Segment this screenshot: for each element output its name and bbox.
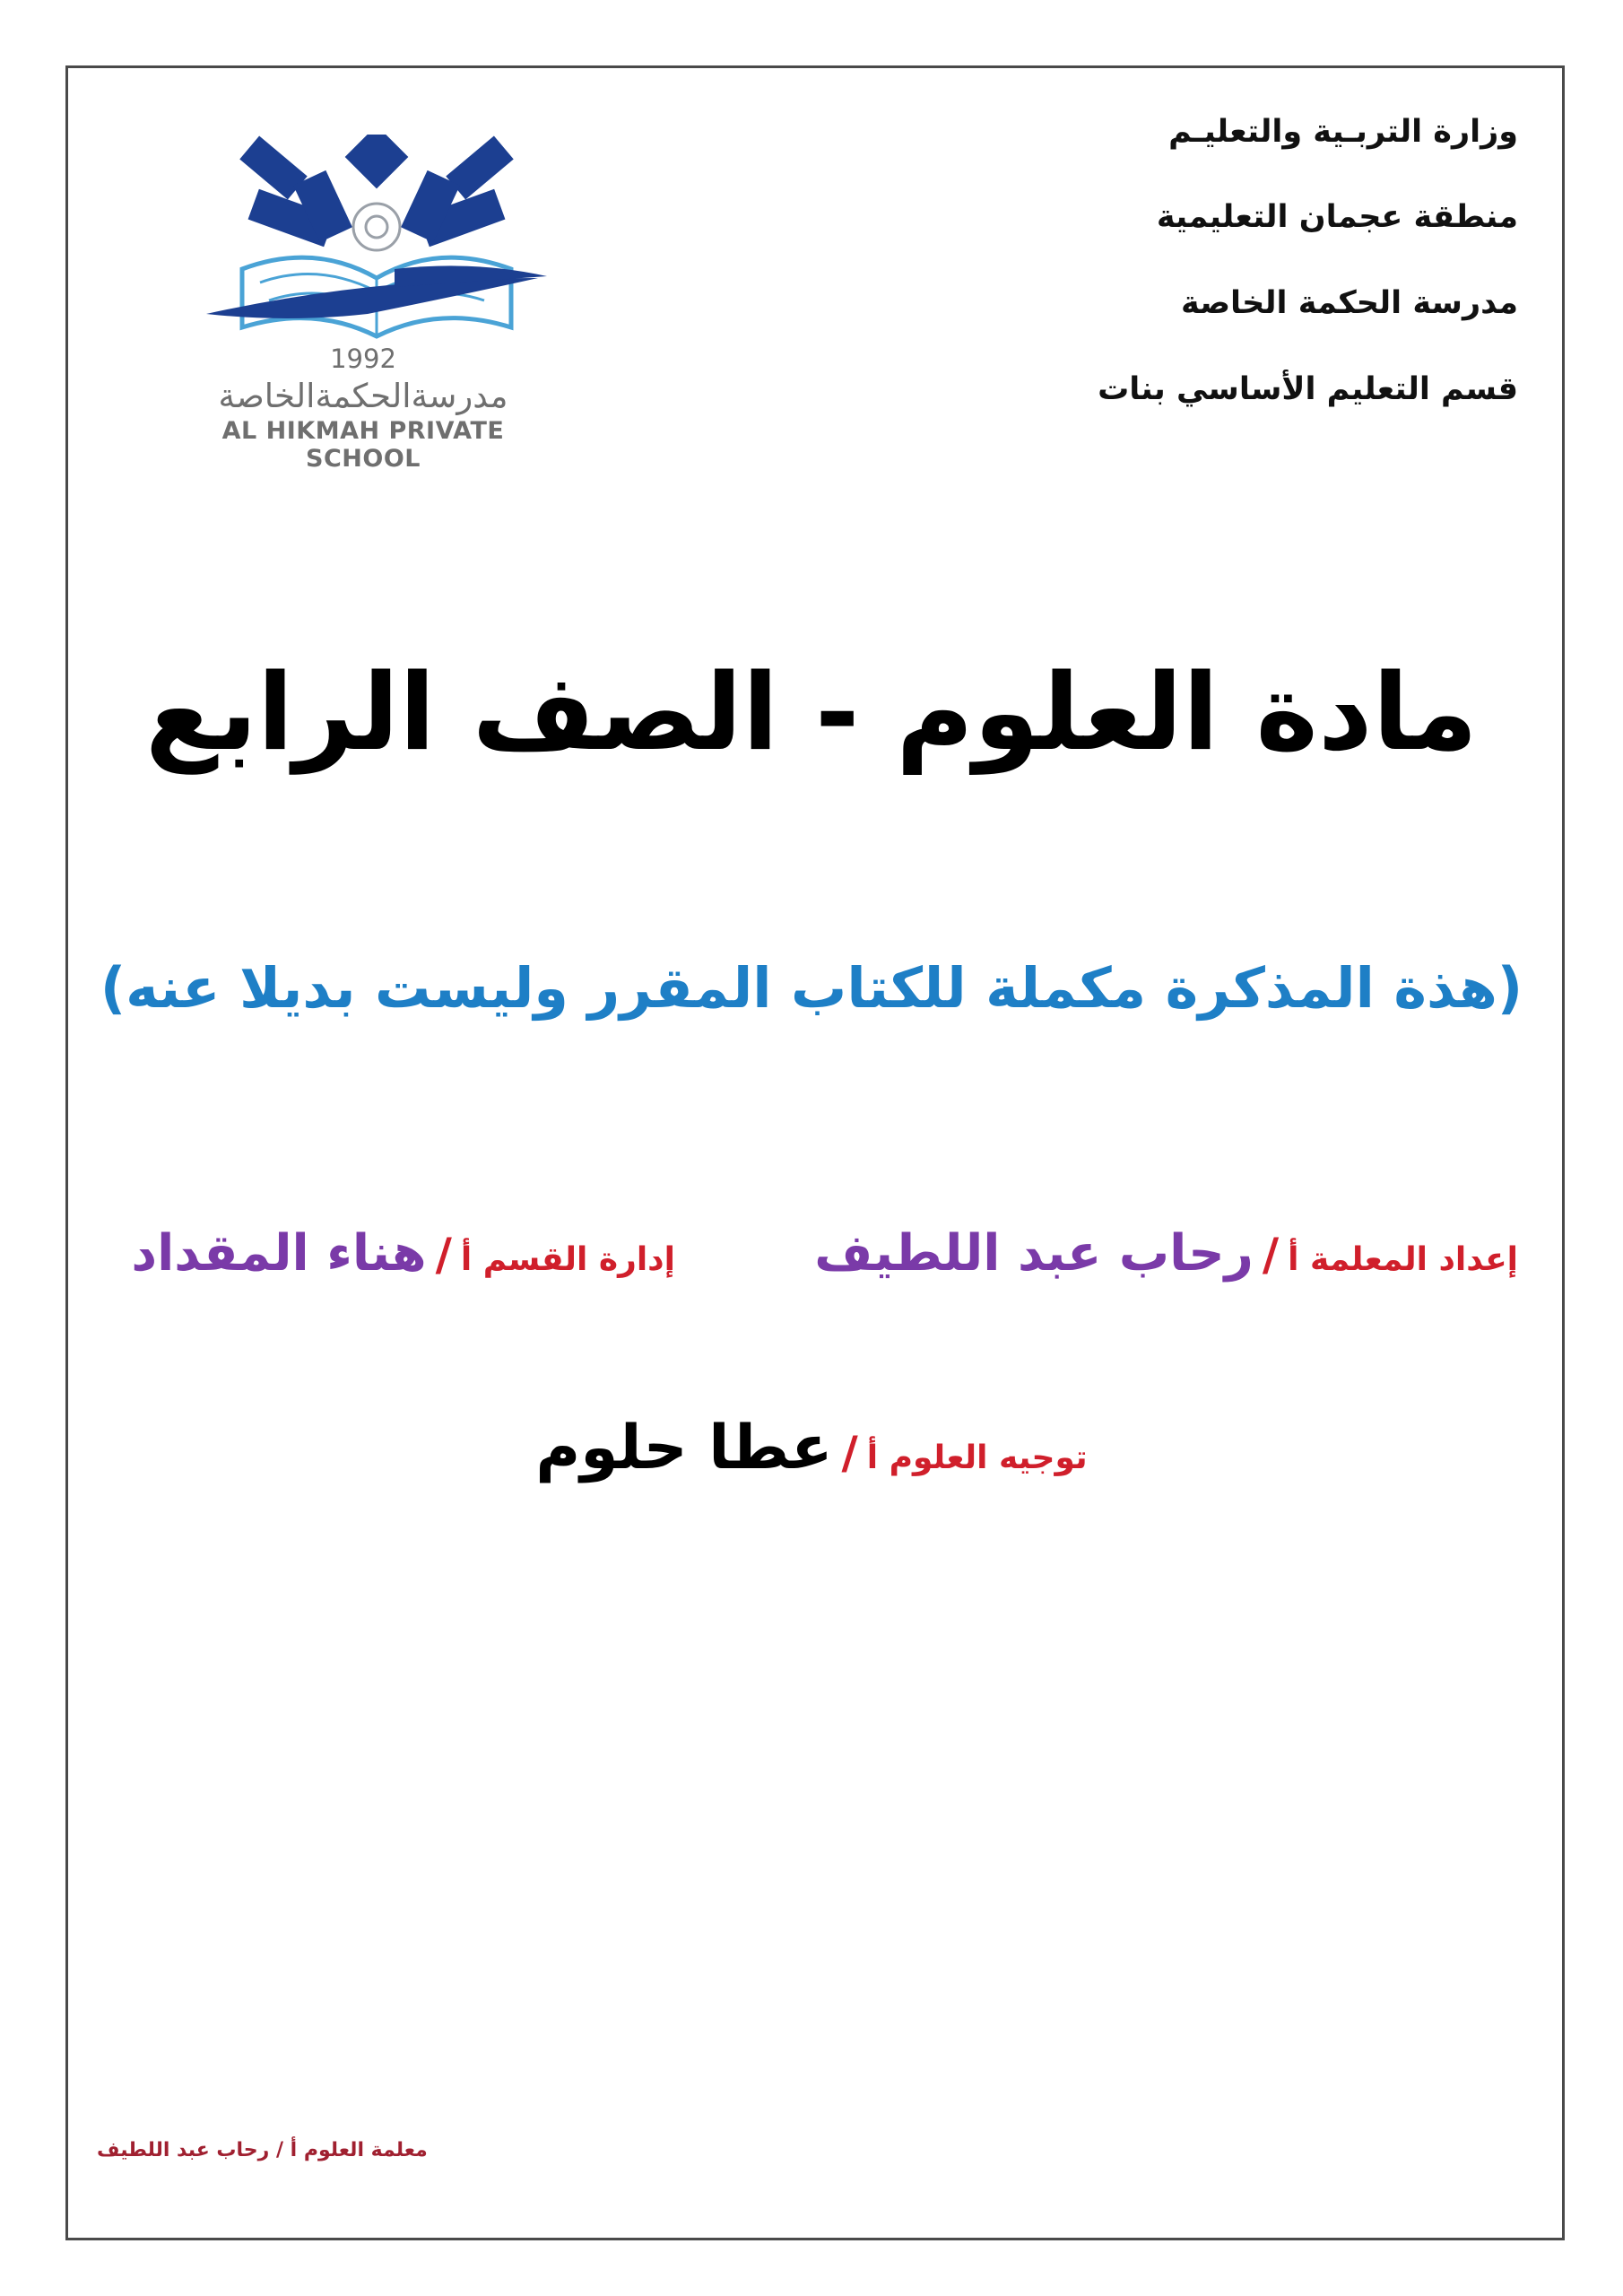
prepared-label: إعداد المعلمة أ	[1288, 1241, 1518, 1278]
footer-teacher: معلمة العلوم أ / رحاب عبد اللطيف	[97, 2139, 428, 2161]
guidance-name: عطا حلوم	[535, 1413, 833, 1483]
header-ministry: وزارة التربـية والتعليـم	[1168, 114, 1518, 150]
admin-name: هناء المقداد	[131, 1224, 427, 1283]
credits-row	[101, 1224, 1518, 1305]
admin-separator: /	[435, 1229, 452, 1281]
logo-year: 1992	[330, 344, 396, 374]
header-school: مدرسة الحكمة الخاصة	[1180, 285, 1518, 321]
science-guidance	[0, 1413, 1623, 1483]
guidance-label: توجيه العلوم أ	[866, 1439, 1088, 1476]
prepared-by	[814, 1224, 1518, 1283]
header-department: قسم التعليم الأساسي بنات	[1098, 371, 1518, 407]
department-admin	[131, 1224, 675, 1283]
prepared-separator: /	[1262, 1229, 1280, 1281]
page-subtitle: (هذة المذكرة مكملة للكتاب المقرر وليست بديلا عنه)	[100, 955, 1523, 1021]
logo-english-name: AL HIKMAH PRIVATE SCHOOL	[221, 417, 505, 473]
admin-label: إدارة القسم أ	[460, 1241, 675, 1278]
logo-arabic-name: مدرسةالحكمةالخاصة	[218, 377, 508, 415]
guidance-separator: /	[841, 1427, 858, 1479]
prepared-name: رحاب عبد اللطيف	[814, 1224, 1254, 1283]
page-title: مادة العلوم - الصف الرابع	[145, 650, 1478, 774]
header-region: منطقة عجمان التعليمية	[1156, 199, 1518, 235]
